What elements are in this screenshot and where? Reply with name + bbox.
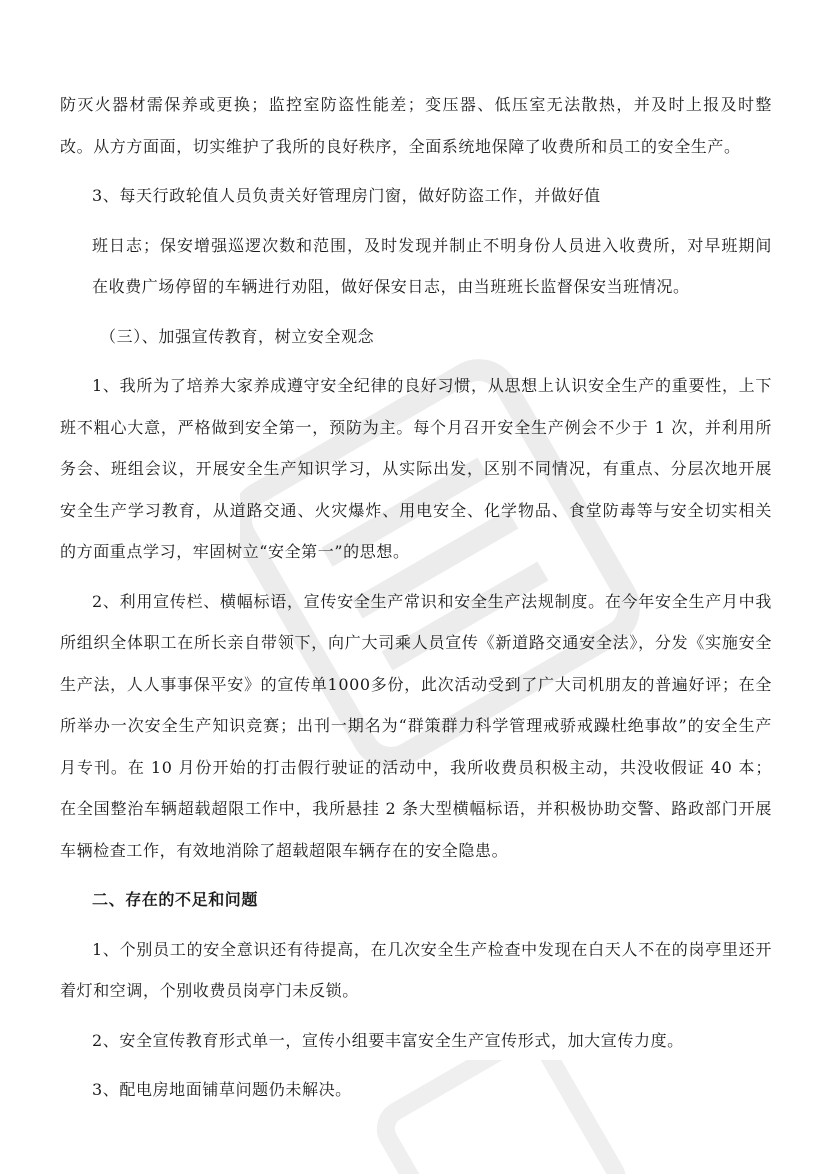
paragraph-problem-2: 2、安全宣传教育形式单一，宣传小组要丰富安全生产宣传形式，加大宣传力度。 [92, 1030, 684, 1050]
paragraph-education-item-2: 2、利用宣传栏、横幅标语，宣传安全生产常识和安全生产法规制度。在今年安全生产月中我所组织全体职工在所长亲自带领下，向广大司乘人员宣传《新道路交通安全法》，分发《实施安全生产法，人人事事保平安》的宣传单1000多份，此次活动受到了广大司机朋友的普遍好评；在全所举办一次安全生产知识竞赛；出刊一期名为“群策群力科学管理戒骄戒躁杜绝事故”的安全生产月专刊。在 10 月份开始的打击假行驶证的活动中，我所收费员积极主动，共没收假证 40 本；在全国整治车辆超载超限工作中，我所悬挂 2 条大型横幅标语，并积极协助交警、路政部门开展车辆检查工作，有效地消除了超载超限车辆存在的安全隐患。 [60, 591, 772, 860]
section-heading-education: （三）、加强宣传教育，树立安全观念 [100, 326, 375, 346]
paragraph-problem-3: 3、配电房地面铺草问题仍未解决。 [92, 1080, 352, 1099]
paragraph-item-3-continued: 班日志；保安增强巡逻次数和范围，及时发现并制止不明身份人员进入收费所，对早班期间在收费广场停留的车辆进行劝阻，做好保安日志，由当班班长监督保安当班情况。 [92, 235, 772, 296]
paragraph-fire-safety: 防灭火器材需保养或更换；监控室防盗性能差；变压器、低压室无法散热，并及时上报及时整改。从方方面面，切实维护了我所的良好秩序，全面系统地保障了收费所和员工的安全生产。 [60, 95, 772, 156]
paragraph-item-3-intro: 3、每天行政轮值人员负责关好管理房门窗，做好防盗工作，并做好值 [92, 186, 601, 205]
document-body [60, 84, 772, 1111]
paragraph-problem-1: 1、个别员工的安全意识还有待提高，在几次安全生产检查中发现在白天人不在的岗亭里还开着灯和空调，个别收费员岗亭门未反锁。 [60, 939, 772, 1000]
paragraph-education-item-1: 1、我所为了培养大家养成遵守安全纪律的良好习惯，从思想上认识安全生产的重要性，上下班不粗心大意，严格做到安全第一，预防为主。每个月召开安全生产例会不少于 1 次，并利用所务会、班组会议，开展安全生产知识学习，从实际出发，区别不同情况，有重点、分层次地开展安全生产学习教育，从道路交通、火灾爆炸、用电安全、化学物品、食堂防毒等与安全切实相关的方面重点学习，牢固树立“安全第一”的思想。 [60, 376, 772, 561]
section-heading-problems: 二、存在的不足和问题 [92, 890, 259, 909]
